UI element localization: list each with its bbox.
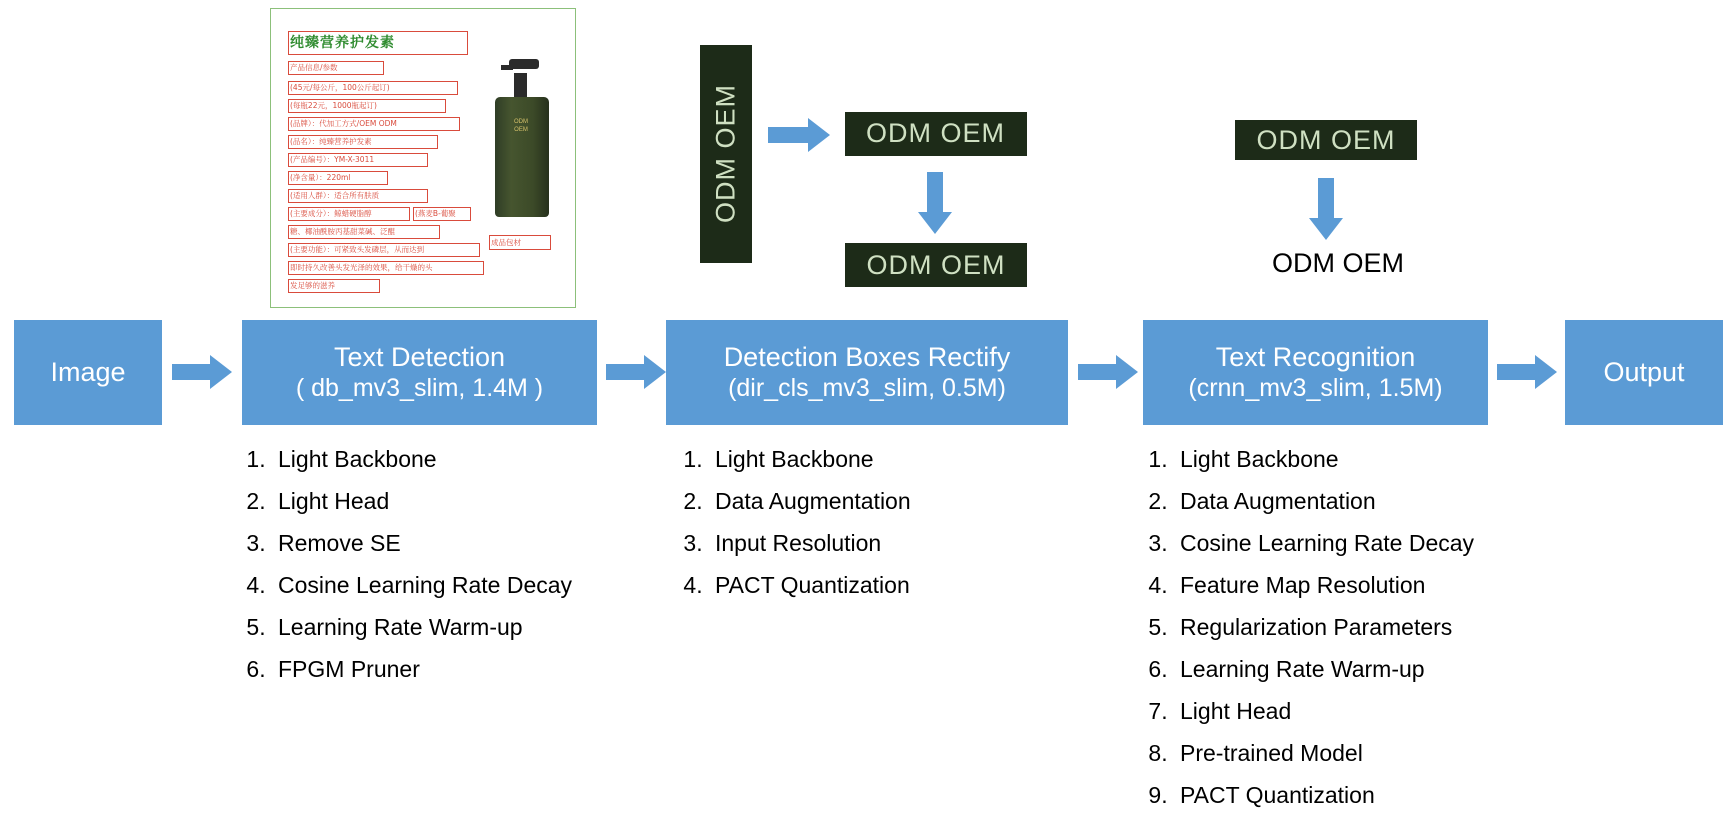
arrow-head — [918, 212, 952, 234]
sample-box: (适用人群）：适合所有肤质 — [288, 189, 428, 203]
arrow-head — [644, 355, 666, 389]
stage-recognition-subtitle: (crnn_mv3_slim, 1.5M) — [1188, 373, 1443, 402]
sample-box-product-packaging: 成品包材 — [489, 235, 551, 250]
sample-box: 发足够的滋养 — [288, 279, 380, 293]
sample-box: 糖、椰油酰胺丙基甜菜碱、泛醌 — [288, 225, 440, 239]
sample-box: (产品编号）：YM-X-3011 — [288, 153, 428, 167]
sample-box: (品名）：纯臻营养护发素 — [288, 135, 438, 149]
bottle-pump — [509, 59, 539, 69]
arrow-shaft — [1497, 364, 1535, 380]
list-item: 2. Data Augmentation — [1174, 490, 1594, 513]
flipped-text-crop — [845, 112, 1027, 156]
sample-box: (主要成分）：鲸蜡硬脂醇 — [288, 207, 410, 221]
arrow-head — [210, 355, 232, 389]
sample-box: 即时持久改善头发光泽的效果，给干燥的头 — [288, 261, 484, 275]
list-item: 2. Data Augmentation — [709, 490, 1089, 513]
arrow-head — [1116, 355, 1138, 389]
recognition-arrow-down — [1309, 178, 1343, 240]
list-item: 3. Cosine Learning Rate Decay — [1174, 532, 1594, 555]
stage-text-detection-box[interactable] — [242, 320, 597, 425]
list-item: 1. Light Backbone — [709, 448, 1089, 471]
stage-recognition-box[interactable] — [1143, 320, 1488, 425]
recognition-result-text: ODM OEM — [1272, 248, 1404, 278]
list-item: 3. Input Resolution — [709, 532, 1089, 555]
arrow-shaft — [1078, 364, 1116, 380]
list-item: 1. Light Backbone — [1174, 448, 1594, 471]
rectified-text-crop — [845, 243, 1027, 287]
arrow-recognition-to-output — [1497, 355, 1559, 389]
arrow-rectify-to-recognition — [1078, 355, 1140, 389]
list-item: 6. Learning Rate Warm-up — [1174, 658, 1594, 681]
list-item: 3. Remove SE — [272, 532, 672, 555]
stage-rectify-title: Detection Boxes Rectify — [723, 341, 1011, 372]
recognition-feature-list — [1140, 448, 1594, 826]
bottle-body — [495, 97, 549, 217]
stage-rectify-subtitle: (dir_cls_mv3_slim, 0.5M) — [728, 373, 1006, 402]
list-item: 9. PACT Quantization — [1174, 784, 1594, 807]
list-item: 6. FPGM Pruner — [272, 658, 672, 681]
arrow-shaft — [927, 172, 943, 212]
arrow-head — [1309, 218, 1343, 240]
arrow-shaft — [768, 127, 808, 143]
arrow-shaft — [1318, 178, 1334, 218]
list-item: 4. Feature Map Resolution — [1174, 574, 1594, 597]
list-item: 7. Light Head — [1174, 700, 1594, 723]
stage-output-label: Output — [1603, 356, 1685, 387]
arrow-head — [808, 118, 830, 152]
list-item: 4. Cosine Learning Rate Decay — [272, 574, 672, 597]
list-item: 2. Light Head — [272, 490, 672, 513]
recognition-input-crop — [1235, 120, 1417, 160]
arrow-detection-to-rectify — [606, 355, 668, 389]
arrow-head — [1535, 355, 1557, 389]
rectify-arrow-down — [918, 172, 952, 234]
stage-image-label: Image — [50, 356, 126, 387]
sample-box: (45元/每公斤，100公斤起订) — [288, 81, 458, 95]
sample-box: (品牌）：代加工方式/OEM ODM — [288, 117, 460, 131]
list-item: 4. PACT Quantization — [709, 574, 1089, 597]
recognition-crop-text: ODM OEM — [1256, 124, 1396, 155]
vertical-text-crop — [700, 45, 752, 263]
vertical-crop-text: ODM OEM — [710, 84, 741, 224]
sample-box: (每瓶22元，1000瓶起订) — [288, 99, 446, 113]
arrow-shaft — [606, 364, 644, 380]
sample-box: (净含量）：220ml — [288, 171, 388, 185]
list-item: 1. Light Backbone — [272, 448, 672, 471]
detection-sample-image — [270, 8, 576, 308]
list-item: 5. Regularization Parameters — [1174, 616, 1594, 639]
sample-box: (燕麦B-葡聚 — [413, 207, 471, 221]
list-item: 5. Learning Rate Warm-up — [272, 616, 672, 639]
sample-box: (主要功能）：可紧致头发磷层，从而达到 — [288, 243, 480, 257]
stage-text-detection-subtitle: ( db_mv3_slim, 1.4M ) — [295, 373, 544, 402]
sample-box: 产品信息/参数 — [288, 61, 384, 75]
arrow-shaft — [172, 364, 210, 380]
stage-rectify-box[interactable] — [666, 320, 1068, 425]
stage-image-box[interactable] — [14, 320, 162, 425]
rectified-crop-text: ODM OEM — [866, 249, 1006, 280]
bottle-label-text: ODM OEM — [514, 119, 528, 133]
list-item: 8. Pre-trained Model — [1174, 742, 1594, 765]
stage-output-box[interactable] — [1565, 320, 1723, 425]
detection-feature-list — [238, 448, 672, 700]
product-bottle-illustration — [481, 49, 567, 219]
arrow-image-to-detection — [172, 355, 234, 389]
rectify-feature-list — [675, 448, 1089, 616]
stage-recognition-title: Text Recognition — [1215, 341, 1416, 372]
rectify-arrow-right — [768, 118, 830, 152]
stage-text-detection-title: Text Detection — [333, 341, 506, 372]
sample-box-title: 纯臻营养护发素 — [288, 31, 468, 55]
flipped-crop-text: ODM OEM — [866, 118, 1006, 149]
